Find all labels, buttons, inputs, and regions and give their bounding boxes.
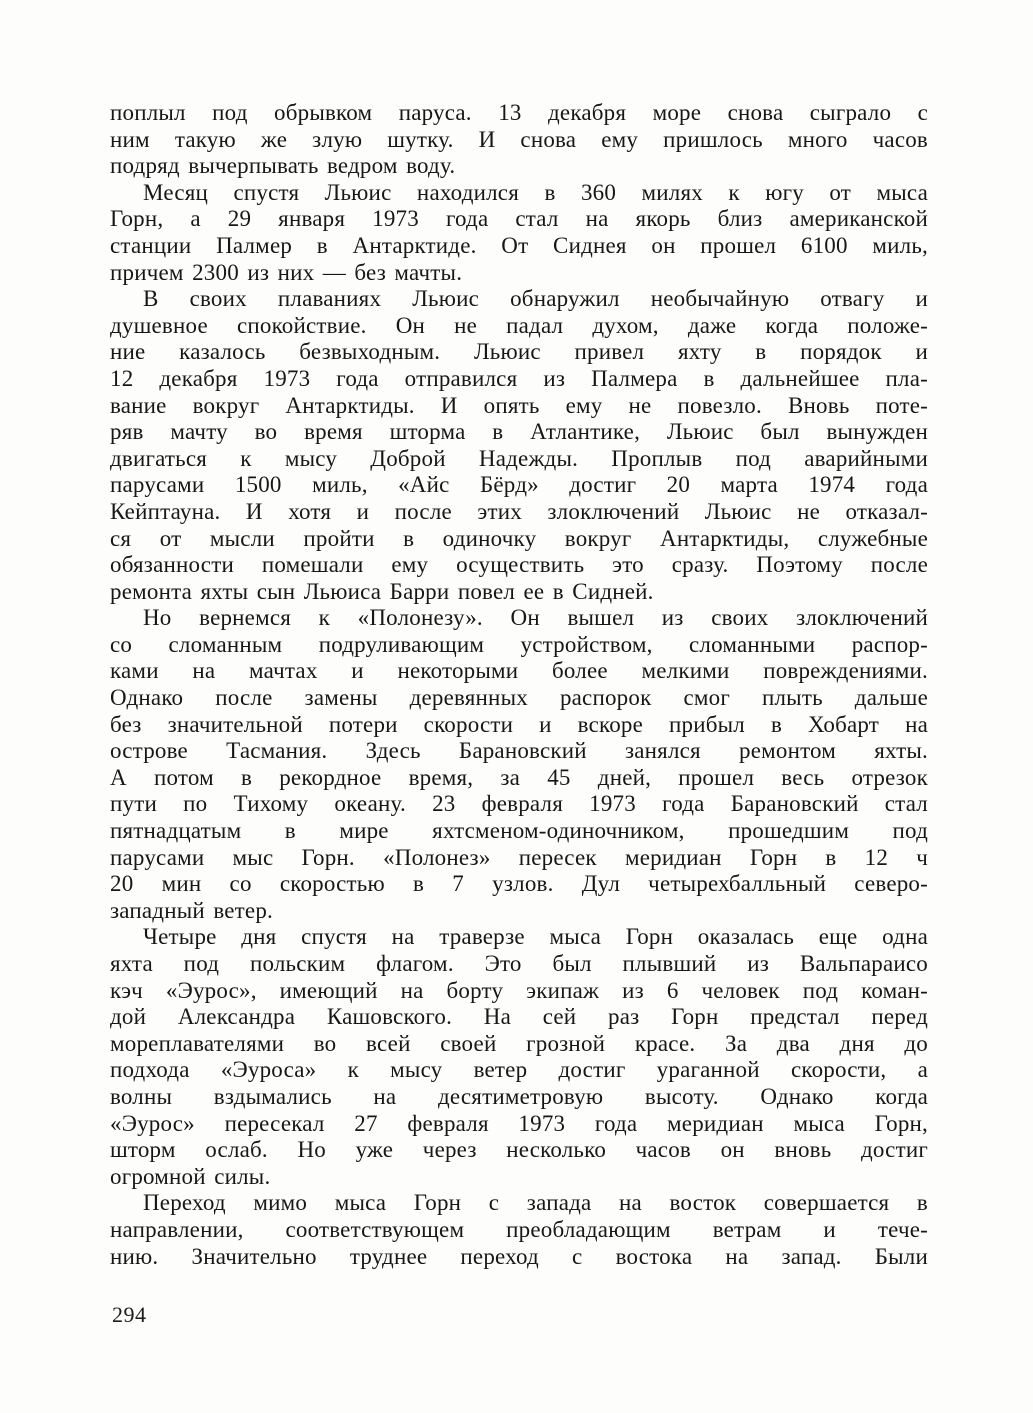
text-line: душевное спокойствие. Он не падал духом, даже когда положе- [110, 312, 928, 338]
text-line: Месяц спустя Льюис находился в 360 милях к югу от мыса [143, 179, 928, 205]
text-line: ние казалось безвыходным. Льюис привел яхту в порядок и [110, 339, 928, 365]
text-line: Переход мимо мыса Горн с запада на восток совершается в [143, 1190, 928, 1216]
text-line: мореплавателями во всей своей грозной красе. За два дня до [110, 1030, 928, 1056]
text-line: парусами 1500 миль, «Айс Бёрд» достиг 20 марта 1974 года [110, 472, 928, 498]
text-line: Но вернемся к «Полонезу». Он вышел из своих злоключений [143, 605, 928, 631]
page-number: 294 [112, 1302, 147, 1327]
text-line: станции Палмер в Антарктиде. От Сиднея он прошел 6100 миль, [110, 232, 928, 258]
text-line: 12 декабря 1973 года отправился из Палмера в дальнейшее пла- [110, 365, 928, 391]
text-line: ряв мачту во время шторма в Атлантике, Льюис был вынужден [110, 419, 928, 445]
text-line: подхода «Эуроса» к мысу ветер достиг ураганной скорости, а [110, 1057, 928, 1083]
paragraph [110, 180, 928, 286]
text-line: вание вокруг Антарктиды. И опять ему не повезло. Вновь поте- [110, 392, 928, 418]
text-line: волны вздымались на десятиметровую высоту. Однако когда [110, 1083, 928, 1109]
text-line: дой Александра Кашовского. На сей раз Горн предстал перед [110, 1004, 928, 1030]
text-line: ками на мачтах и некоторыми более мелкими повреждениями. [110, 658, 928, 684]
text-line: со сломанным подруливающим устройством, сломанными распор- [110, 631, 928, 657]
text-line: без значительной потери скорости и вскоре прибыл в Хобарт на [110, 711, 928, 737]
text-line: 20 мин со скоростью в 7 узлов. Дул четырехбалльный северо- [110, 871, 928, 897]
text-line: западный ветер. [110, 897, 273, 923]
text-line: В своих плаваниях Льюис обнаружил необычайную отвагу и [143, 286, 928, 312]
text-line: Горн, а 29 января 1973 года стал на якорь близ американской [110, 206, 928, 232]
text-line: яхта под польским флагом. Это был плывший из Вальпараисо [110, 951, 928, 976]
text-line: ним такую же злую шутку. И снова ему пришлось много часов [110, 126, 928, 152]
paragraph [110, 286, 928, 605]
text-line: обязанности помешали ему осуществить это сразу. Поэтому после [110, 552, 928, 578]
page-text [110, 100, 928, 1270]
text-line: причем 2300 из них — без мачты. [110, 259, 463, 285]
text-line: двигаться к мысу Доброй Надежды. Проплыв под аварийными [110, 445, 928, 471]
text-line: острове Тасмания. Здесь Барановский занялся ремонтом яхты. [110, 738, 928, 764]
text-line: «Эурос» пересекал 27 февраля 1973 года меридиан мыса Горн, [110, 1110, 928, 1136]
text-line: огромной силы. [110, 1163, 271, 1189]
text-line: шторм ослаб. Но уже через несколько часов он вновь достиг [110, 1137, 928, 1163]
text-line: А потом в рекордное время, за 45 дней, прошел весь отрезок [110, 764, 928, 790]
text-line: Кейптауна. И хотя и после этих злоключений Льюис не отказал- [110, 498, 928, 524]
text-line: пятнадцатым в мире яхтсменом-одиночником, прошедшим под [110, 818, 928, 844]
text-line: поплыл под обрывком паруса. 13 декабря море снова сыграло с [110, 100, 928, 125]
text-line: ремонта яхты сын Льюиса Барри повел ее в Сидней. [110, 578, 654, 604]
paragraph [110, 100, 928, 180]
text-line: Четыре дня спустя на траверзе мыса Горн оказалась еще одна [143, 924, 928, 950]
text-line: направлении, соответствующем преобладающим ветрам и тече- [110, 1216, 928, 1242]
text-line: ся от мысли пройти в одиночку вокруг Антарктиды, служебные [110, 525, 928, 551]
text-line: кэч «Эурос», имеющий на борту экипаж из 6 человек под коман- [110, 977, 928, 1003]
text-line: нию. Значительно труднее переход с востока на запад. Были [110, 1243, 928, 1269]
text-line: парусами мыс Горн. «Полонез» пересек меридиан Горн в 12 ч [110, 844, 928, 870]
paragraph [110, 924, 928, 1190]
text-line: пути по Тихому океану. 23 февраля 1973 года Барановский стал [110, 791, 928, 817]
text-line: Однако после замены деревянных распорок смог плыть дальше [110, 685, 928, 711]
paragraph [110, 1190, 928, 1270]
paragraph [110, 605, 928, 924]
text-line: подряд вычерпывать ведром воду. [110, 153, 456, 179]
